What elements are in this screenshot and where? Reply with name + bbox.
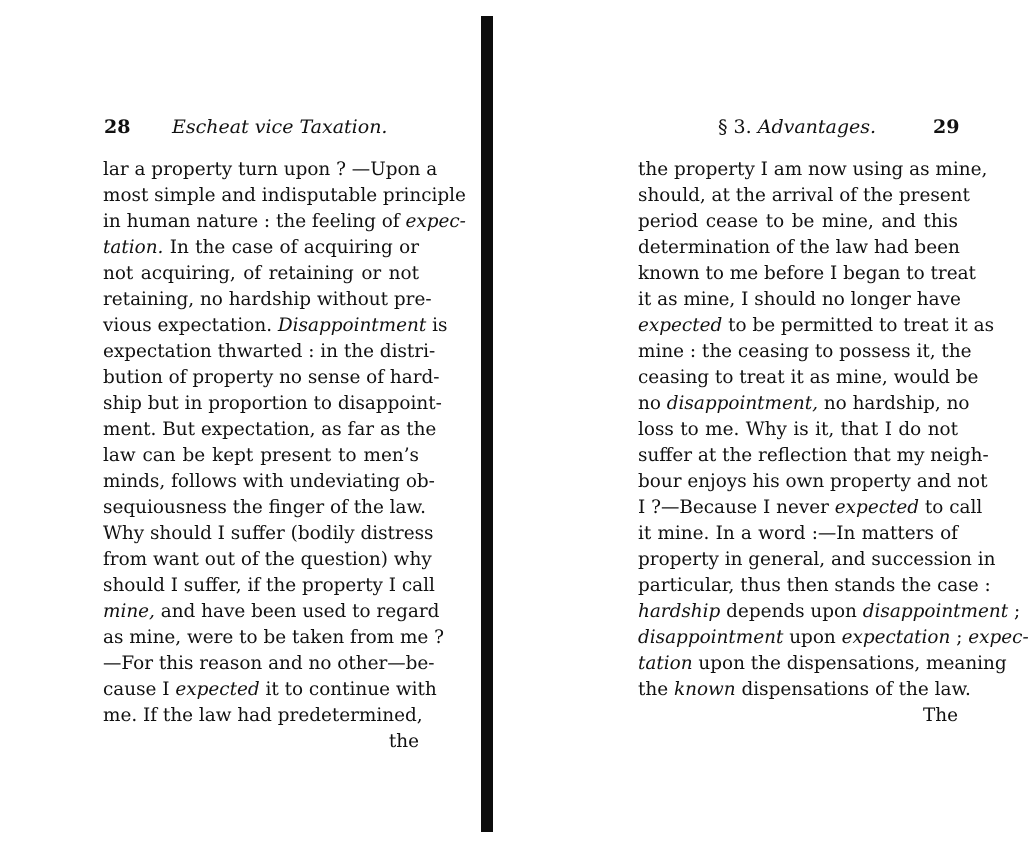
text-line (638, 521, 958, 547)
text-run: should I suffer, if the property I call (103, 575, 435, 596)
text-line (638, 573, 991, 599)
text-line (103, 287, 432, 313)
text-run: ment. But expectation, as far as the (103, 419, 437, 440)
text-run: loss to me. Why is it, that I do not (638, 419, 958, 440)
italic-run: disappointment (638, 627, 784, 648)
text-line (103, 495, 426, 521)
text-run: the property I am now using as mine, (638, 159, 988, 180)
text-line (638, 313, 995, 339)
text-run: from want out of the question) why (103, 549, 432, 570)
text-line (638, 651, 1007, 677)
text-line (103, 183, 466, 209)
italic-run: known (673, 679, 736, 700)
text-line (103, 703, 423, 729)
text-run: as mine, were to be taken from me ? (103, 627, 444, 648)
page-number: 28 (104, 116, 131, 138)
italic-run: disappointment, (666, 393, 818, 414)
right-page (515, 0, 1029, 848)
text-run: ; (1008, 601, 1021, 622)
page-number: 29 (933, 116, 960, 138)
text-line (103, 339, 436, 365)
text-line (103, 625, 444, 651)
text-line (103, 677, 437, 703)
text-line (638, 183, 970, 209)
text-run: to call (919, 497, 983, 518)
text-line (638, 365, 979, 391)
text-run: lar a property turn upon ? —Upon a (103, 159, 438, 180)
text-line (103, 651, 435, 677)
text-run: retaining, no hardship without pre- (103, 289, 432, 310)
text-run: The (923, 705, 958, 726)
text-line (638, 703, 958, 729)
text-line (638, 547, 996, 573)
text-run: ceasing to treat it as mine, would be (638, 367, 979, 388)
text-run: ship but in proportion to disappoint- (103, 393, 442, 414)
italic-run: Disappointment (277, 315, 427, 336)
text-run: most simple and indisputable principle (103, 185, 466, 206)
text-line (638, 157, 988, 183)
italic-run: expected (834, 497, 920, 518)
italic-run: mine, (103, 601, 155, 622)
book-gutter (481, 16, 493, 832)
text-run: cause I (103, 679, 176, 700)
text-run: expectation thwarted : in the distri- (103, 341, 436, 362)
italic-run: expected (638, 315, 723, 336)
left-page (0, 0, 480, 848)
text-line (638, 287, 961, 313)
text-run: to be permitted to treat it as (722, 315, 995, 336)
text-line (103, 313, 448, 339)
text-run: dispensations of the law. (735, 679, 971, 700)
text-line (638, 443, 989, 469)
text-run: vious expectation. (103, 315, 278, 336)
italic-run: tation. (103, 237, 164, 258)
text-line (638, 209, 958, 235)
text-run: in human nature : the feeling of (103, 211, 406, 232)
text-run: —For this reason and no other—be- (103, 653, 435, 674)
italic-run: expec- (405, 211, 466, 232)
text-run: In the case of acquiring or (163, 237, 419, 258)
text-run: particular, thus then stands the case : (638, 575, 991, 596)
text-run: it as mine, I should no longer have (638, 289, 961, 310)
italic-run: expected (175, 679, 260, 700)
text-run: should, at the arrival of the present (638, 185, 970, 206)
text-line (103, 157, 438, 183)
text-run: known to me before I began to treat (638, 263, 976, 284)
text-line (638, 261, 976, 287)
text-line (103, 729, 419, 755)
text-run: sequiousness the finger of the law. (103, 497, 426, 518)
text-run: law can be kept present to men’s (103, 445, 419, 466)
text-run: no (638, 393, 667, 414)
section-mark: § 3. (718, 116, 752, 138)
italic-run: disappointment (862, 601, 1009, 622)
text-run: the (638, 679, 674, 700)
text-line (103, 261, 419, 287)
text-run: it mine. In a word :—In matters of (638, 523, 958, 544)
text-run: and have been used to regard (154, 601, 440, 622)
text-run: no hardship, no (817, 393, 970, 414)
text-run: the (388, 731, 419, 752)
text-line (103, 521, 434, 547)
text-line (103, 469, 435, 495)
right-page-body (638, 157, 1029, 729)
text-run: is (426, 315, 448, 336)
text-run: not acquiring, of retaining or not (103, 263, 419, 284)
text-line (103, 547, 432, 573)
running-title (718, 116, 876, 138)
text-line (638, 235, 958, 261)
text-line (103, 365, 440, 391)
text-line (103, 599, 440, 625)
text-line (103, 417, 437, 443)
left-page-body (103, 157, 466, 755)
italic-run: expec- (968, 627, 1029, 648)
text-line (638, 599, 1021, 625)
italic-run: tation (638, 653, 693, 674)
text-run: me. If the law had predetermined, (103, 705, 423, 726)
text-run: minds, follows with undeviating ob- (103, 471, 435, 492)
text-line (103, 391, 442, 417)
text-line (103, 443, 419, 469)
text-line (638, 495, 983, 521)
text-line (638, 417, 958, 443)
text-line (638, 469, 988, 495)
text-run: bour enjoys his own property and not (638, 471, 988, 492)
text-run: upon the dispensations, meaning (692, 653, 1007, 674)
text-line (638, 391, 970, 417)
text-run: mine : the ceasing to possess it, the (638, 341, 972, 362)
text-line (638, 677, 971, 703)
text-run: depends upon (720, 601, 863, 622)
italic-run: expectation (841, 627, 951, 648)
running-title: Escheat vice Taxation. (172, 116, 388, 138)
text-line (103, 573, 435, 599)
text-line (103, 235, 419, 261)
text-run: property in general, and succession in (638, 549, 996, 570)
text-run: Why should I suffer (bodily distress (103, 523, 434, 544)
text-run: determination of the law had been (638, 237, 960, 258)
text-run: bution of property no sense of hard- (103, 367, 440, 388)
text-run: I ?—Because I never (638, 497, 835, 518)
text-run: upon (783, 627, 842, 648)
text-run: ; (950, 627, 969, 648)
section-title: Advantages. (757, 116, 877, 138)
text-run: period cease to be mine, and this (638, 211, 958, 232)
text-line (638, 339, 972, 365)
text-line (638, 625, 1029, 651)
text-line (103, 209, 466, 235)
text-run: suffer at the reflection that my neigh- (638, 445, 989, 466)
italic-run: hardship (638, 601, 721, 622)
text-run: it to continue with (259, 679, 437, 700)
